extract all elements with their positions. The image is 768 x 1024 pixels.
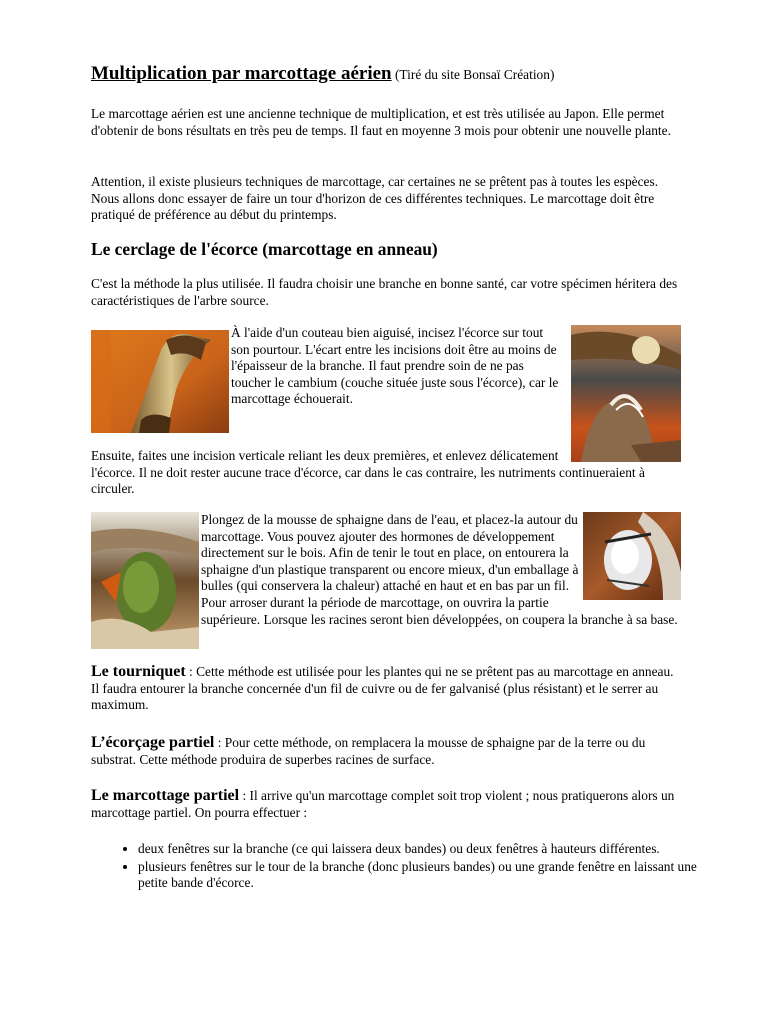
photo-incised-bark [91,330,229,433]
cerclage-paragraph-3: Ensuite, faites une incision verticale reliant les deux premières, et enlevez délicatement l'écorce. Il ne doit rester aucune trace d'écorce, car dans le cas contraire, les nutriments continueraient à circuler. [91,448,645,497]
ecorcage-paragraph [91,735,681,768]
cerclage-paragraph-4: Plongez de la mousse de sphaigne dans de l'eau, et placez-la autour du marcottage. Vous pouvez ajouter des hormones de développement directement sur le bois. Afin de tenir le tout en place, on entourera la sphaigne d'un plastique transparent ou encore mieux, d'un emballage à bulles (qui conservera la chaleur) attaché en haut et en bas par un fil. Pour arroser durant la période de marcottage, on ouvrira la partie supérieure. Lorsque les racines seront bien développées, on coupera la branche à sa base. [201,512,678,627]
cerclage-sphaigne-block [91,512,681,649]
cerclage-paragraph-1: C'est la méthode la plus utilisée. Il faudra choisir une branche en bonne santé, car votre spécimen héritera des caractéristiques de l'arbre source. [91,276,678,308]
photo-branch-top [571,325,681,462]
tourniquet-heading: Le tourniquet [91,663,186,680]
partiel-heading: Le marcottage partiel [91,787,240,804]
photo-plastic-wrap [583,512,681,600]
cerclage-incision-block [91,325,681,498]
tourniquet-text: : Cette méthode est utilisée pour les plantes qui ne se prêtent pas au marcottage en anneau. Il faudra entourer la branche concernée d'un fil de cuivre ou de fer galvanisé (plus résistant) et le serrer au maximum. [91,664,674,713]
cerclage-paragraph-2: À l'aide d'un couteau bien aiguisé, incisez l'écorce sur tout son pourtour. L'écart entre les incisions doit être au moins de l'épaisseur de la branche. Il faut prendre soin de ne pas toucher le cambium (couche située juste sous l'écorce), car le marcottage échouerait. [231,325,559,407]
ecorcage-text: : Pour cette méthode, on remplacera la mousse de sphaigne par de la terre ou du substrat. Cette méthode produira de superbes racines de surface. [91,735,646,767]
list-item: • deux fenêtres sur la branche (ce qui laissera deux bandes) ou deux fenêtres à hauteurs différentes. [138,841,728,858]
tourniquet-paragraph [91,664,681,714]
title-source: (Tiré du site Bonsaï Création) [394,67,555,82]
intro-paragraph-2: Attention, il existe plusieurs techniques de marcottage, car certaines ne se prêtent pas à toutes les espèces. Nous allons donc essayer de faire un tour d'horizon de ces différentes techniques. Le marcottage doit être pratiqué de préférence au début du printemps. [91,174,659,223]
intro-paragraph-1: Le marcottage aérien est une ancienne technique de multiplication, et est très utilisée au Japon. Elle permet d'obtenir de bons résultats en très peu de temps. Il faut en moyenne 3 mois pour obtenir une nouvelle plante. [91,106,671,138]
section-heading-cerclage: Le cerclage de l'écorce (marcottage en anneau) [91,239,438,259]
title-main: Multiplication par marcottage aérien [91,63,392,84]
ecorcage-heading: L’écorçage partiel [91,734,215,751]
partiel-text: : Il arrive qu'un marcottage complet soit trop violent ; nous pratiquerons alors un marcottage partiel. On pourra effectuer : [91,788,675,820]
partiel-bullet-list [91,841,728,893]
partiel-paragraph [91,788,681,821]
photo-sphagnum-moss [91,512,199,649]
document-title [91,63,555,84]
list-item: • plusieurs fenêtres sur le tour de la branche (donc plusieurs bandes) ou une grande fenêtre en laissant une petite bande d'écorce. [138,859,728,892]
